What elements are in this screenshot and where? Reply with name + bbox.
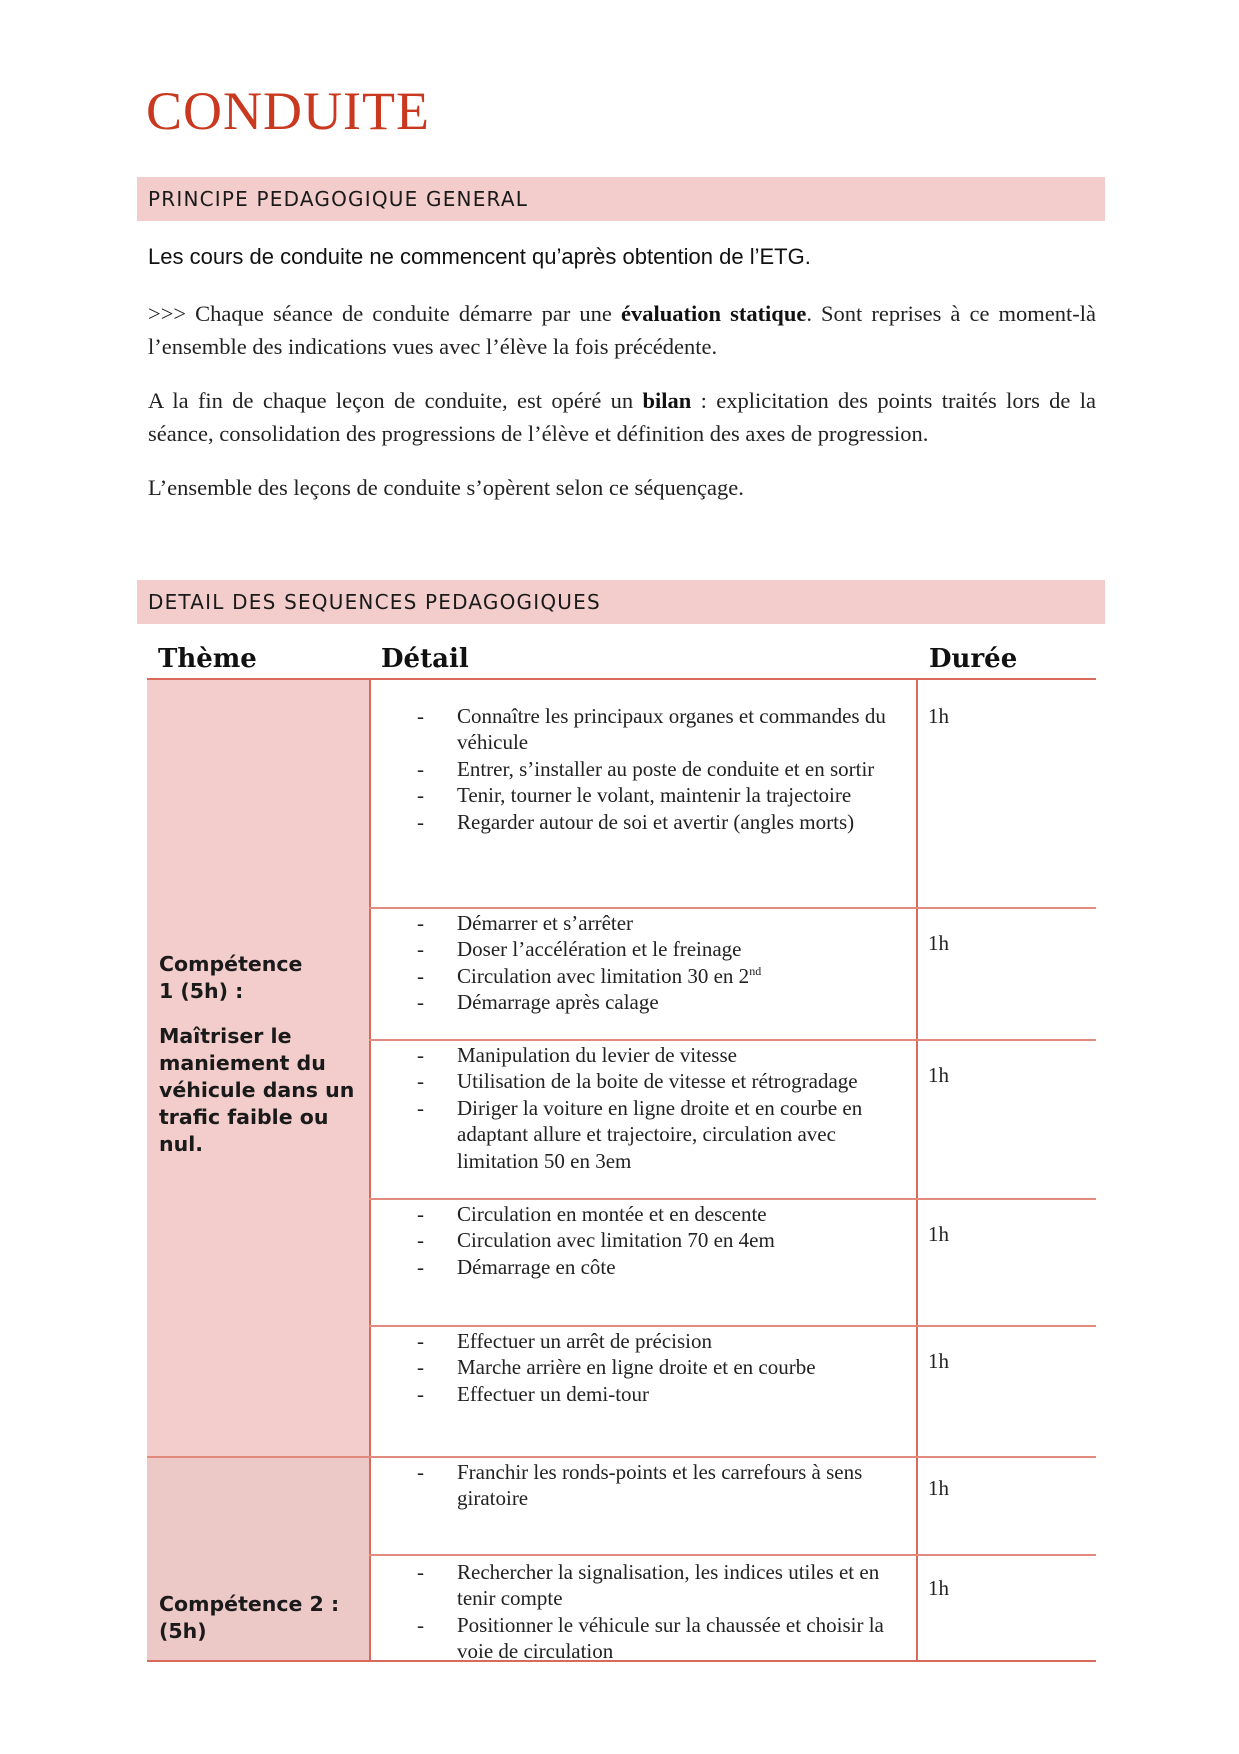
paragraph-sequencage: L’ensemble des leçons de conduite s’opèrent selon ce séquençage. bbox=[148, 475, 744, 500]
lead-sentence: Les cours de conduite ne commencent qu’après obtention de l’ETG. bbox=[148, 244, 811, 269]
competence-2-line1: Compétence 2 : bbox=[159, 1592, 340, 1616]
column-header-duree: Durée bbox=[929, 644, 1018, 674]
table-row-5-duree: 1h bbox=[928, 1349, 949, 1373]
paragraph-text: : explicitation des points traités lors de la séance, consolidation des progressions de l’élève et définition des axes de progression. bbox=[148, 388, 1096, 446]
column-divider-detail bbox=[916, 680, 918, 1662]
paragraph-text: >>> Chaque séance de conduite démarre par une bbox=[148, 301, 621, 326]
list-item: - Manipulation du levier de vitesse bbox=[417, 1043, 737, 1067]
row-divider bbox=[369, 1198, 1096, 1200]
list-item: - Diriger la voiture en ligne droite et en courbe en adaptant allure et trajectoire, circulation avec limitation 50 en 3em bbox=[417, 1095, 863, 1173]
paragraph-evaluation bbox=[148, 297, 1096, 363]
list-item: - Marche arrière en ligne droite et en courbe bbox=[417, 1355, 816, 1380]
list-item: - Circulation avec limitation 30 en 2nd bbox=[417, 963, 762, 988]
list-item: - Connaître les principaux organes et commandes du véhicule bbox=[417, 704, 886, 755]
theme-cell-competence-1 bbox=[147, 680, 369, 1458]
table-row-6-duree: 1h bbox=[928, 1476, 949, 1500]
list-item: - Effectuer un arrêt de précision bbox=[417, 1329, 712, 1353]
row-divider bbox=[369, 1554, 1096, 1556]
theme-cell-competence-2 bbox=[147, 1458, 369, 1662]
list-item: - Démarrage après calage bbox=[417, 990, 659, 1015]
list-item: - Circulation en montée et en descente bbox=[417, 1202, 767, 1226]
competence-2-label bbox=[159, 1591, 364, 1645]
table-row-3-detail bbox=[417, 1042, 907, 1174]
competence-1-description: Maîtriser le maniement du véhicule dans un trafic faible ou nul. bbox=[159, 1024, 355, 1156]
competence-1-label bbox=[159, 951, 364, 1158]
row-divider bbox=[369, 907, 1096, 909]
table-row-3-duree: 1h bbox=[928, 1063, 949, 1087]
paragraph-text: . Sont reprises à ce moment-là l’ensemble des indications vues avec l’élève la fois précédente. bbox=[148, 301, 1096, 359]
list-item: - Circulation avec limitation 70 en 4em bbox=[417, 1228, 775, 1253]
list-item: - Tenir, tourner le volant, maintenir la trajectoire bbox=[417, 783, 852, 808]
competence-1-line2: 1 (5h) : bbox=[159, 979, 244, 1003]
competence-2-line2: (5h) bbox=[159, 1619, 207, 1643]
section-heading-principe: PRINCIPE PEDAGOGIQUE GENERAL bbox=[137, 177, 1105, 221]
bold-text: évaluation statique bbox=[620, 301, 807, 326]
table-row-2-detail bbox=[417, 910, 907, 1016]
column-header-detail: Détail bbox=[381, 644, 469, 674]
column-divider-theme bbox=[369, 680, 371, 1662]
table-row-4-duree: 1h bbox=[928, 1222, 949, 1246]
list-item: - Utilisation de la boite de vitesse et rétrogradage bbox=[417, 1069, 858, 1094]
table-row-1-detail bbox=[417, 703, 907, 835]
competence-1-line1: Compétence bbox=[159, 952, 303, 976]
table-row-7-detail bbox=[417, 1559, 907, 1665]
bold-text: bilan bbox=[642, 388, 692, 413]
list-item: - Effectuer un demi-tour bbox=[417, 1381, 650, 1406]
table-row-5-detail bbox=[417, 1328, 907, 1407]
list-item: - Entrer, s’installer au poste de conduite et en sortir bbox=[417, 756, 875, 781]
section-heading-detail: DETAIL DES SEQUENCES PEDAGOGIQUES bbox=[137, 580, 1105, 624]
row-divider bbox=[369, 1325, 1096, 1327]
page-title: CONDUITE bbox=[146, 81, 430, 141]
row-divider bbox=[369, 1039, 1096, 1041]
column-header-theme: Thème bbox=[158, 644, 257, 674]
list-item: - Démarrer et s’arrêter bbox=[417, 911, 634, 935]
list-item: - Positionner le véhicule sur la chaussée et choisir la voie de circulation bbox=[417, 1612, 884, 1664]
table-row-4-detail bbox=[417, 1201, 907, 1280]
table-row-7-duree: 1h bbox=[928, 1576, 949, 1600]
list-item: - Doser l’accélération et le freinage bbox=[417, 937, 742, 962]
row-divider bbox=[147, 1456, 1096, 1458]
superscript: nd bbox=[749, 963, 762, 978]
table-row-6-detail bbox=[417, 1459, 907, 1512]
list-item: - Franchir les ronds-points et les carrefours à sens giratoire bbox=[417, 1460, 863, 1511]
paragraph-text: A la fin de chaque leçon de conduite, est opéré un bbox=[148, 388, 643, 413]
paragraph-bilan bbox=[148, 384, 1096, 450]
table-row-2-duree: 1h bbox=[928, 931, 949, 955]
list-item: - Rechercher la signalisation, les indices utiles et en tenir compte bbox=[417, 1560, 880, 1611]
list-item: - Démarrage en côte bbox=[417, 1254, 616, 1279]
list-item: - Regarder autour de soi et avertir (angles morts) bbox=[417, 809, 855, 834]
table-row-1-duree: 1h bbox=[928, 704, 949, 728]
